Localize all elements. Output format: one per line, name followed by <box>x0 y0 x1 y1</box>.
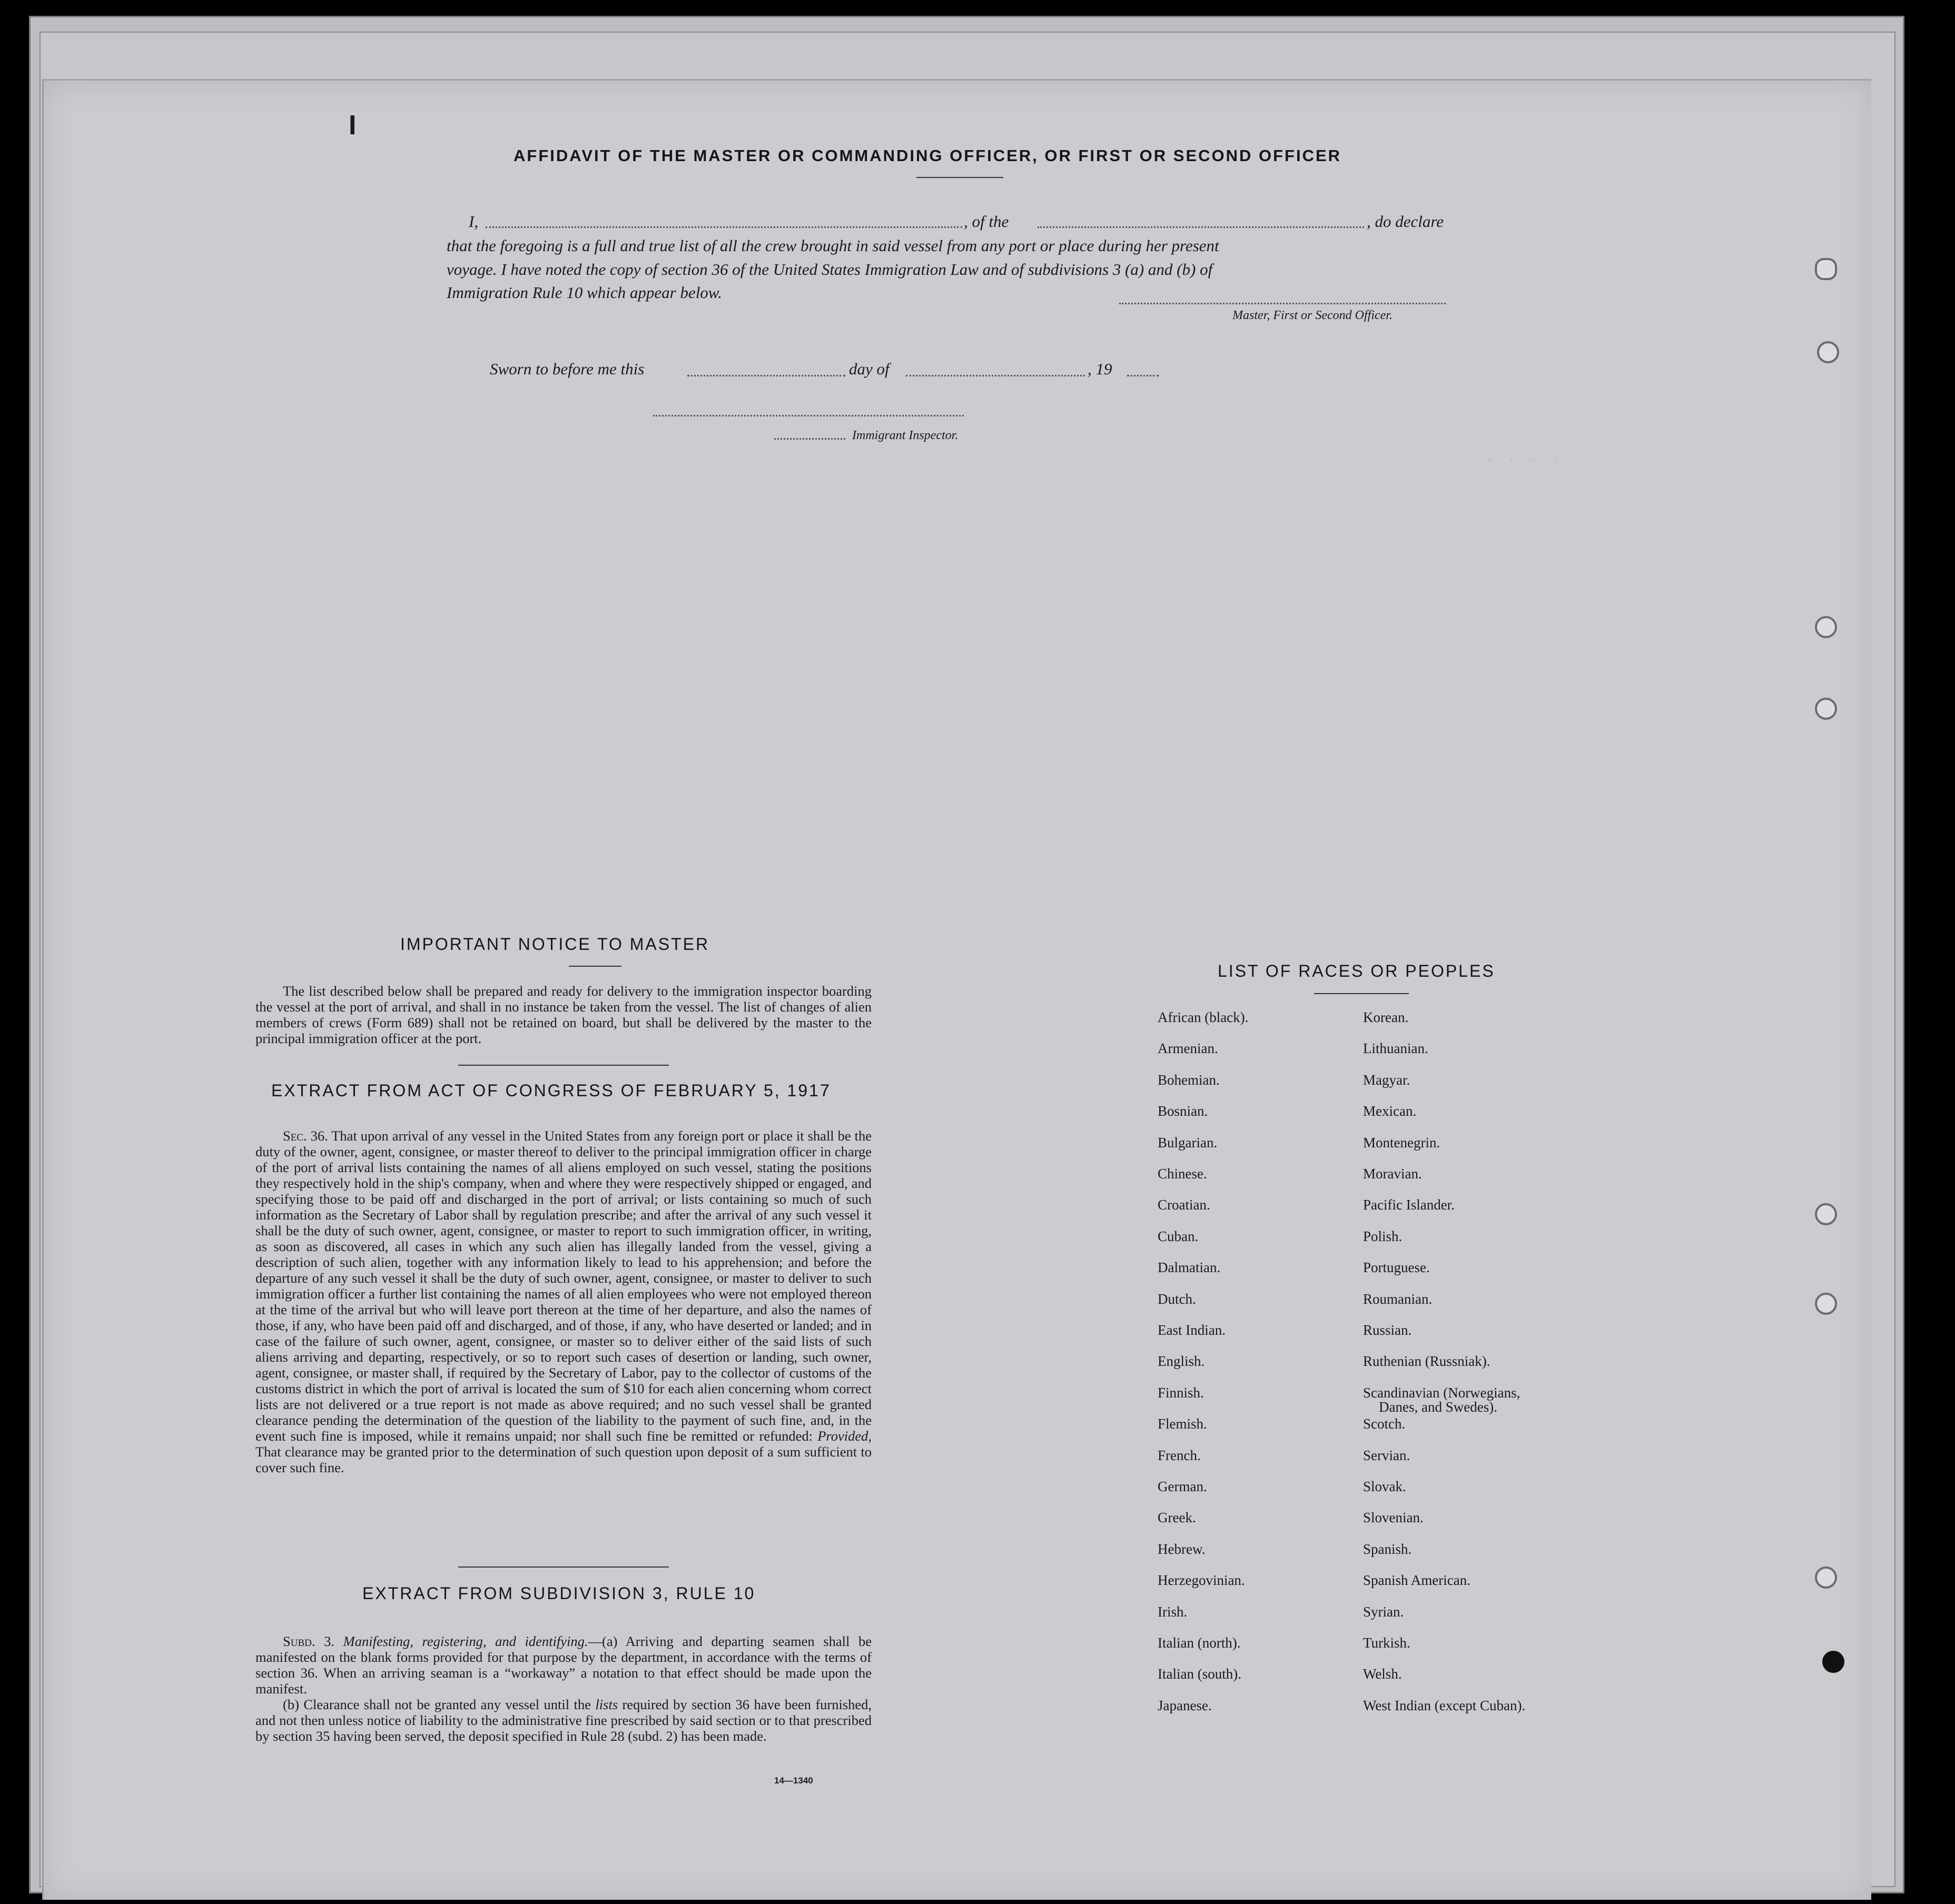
race-item: Turkish. <box>1363 1635 1410 1651</box>
inspector-caption: Immigrant Inspector. <box>852 429 959 442</box>
race-item: Mexican. <box>1363 1103 1417 1119</box>
signature-caption: Master, First or Second Officer. <box>1232 309 1393 322</box>
race-item: Italian (south). <box>1158 1666 1241 1682</box>
sworn-day-of: day of <box>849 360 890 378</box>
extract-rule-title: EXTRACT FROM SUBDIVISION 3, RULE 10 <box>362 1584 756 1603</box>
para-a-mark: —(a) <box>588 1633 618 1649</box>
title-rule <box>916 177 1003 178</box>
race-item: Russian. <box>1363 1322 1412 1338</box>
race-item: Bosnian. <box>1158 1103 1208 1119</box>
race-item: Slovenian. <box>1363 1510 1424 1526</box>
race-item: Lithuanian. <box>1363 1040 1428 1057</box>
race-item: Flemish. <box>1158 1416 1207 1432</box>
race-item: Slovak. <box>1363 1479 1406 1494</box>
race-item: Dutch. <box>1158 1291 1196 1307</box>
race-item: Spanish. <box>1363 1541 1412 1557</box>
race-item: Korean. <box>1363 1009 1409 1025</box>
para-b-text-1: Clearance shall not be granted any vessel until the <box>303 1697 591 1712</box>
section-text: That upon arrival of any vessel in the United States from any foreign port or place it shall be the duty of the owner, agent, consignee, or master thereof to deliver to the principal immigration officer in charge of the port of arrival lists containing the names of all aliens employed on such vessel, stating the positions they respectively hold in the ship's company, when and where they were respectively shipped or engaged, and specifying those to be paid off and discharged in the port of arrival; or lists containing so much of such information as the Secretary of Labor shall by regulation prescribe; and after the arrival of any such vessel it shall be the duty of such owner, agent, consignee, or master to report to such immigration officer, in writing, as soon as discovered, all cases in which any such alien has illegally landed from the vessel, giving a description of such alien, together with any information likely to lead to his apprehension; and before the departure of any such vessel it shall be the duty of such owner, agent, consignee, or master to deliver to such immigration officer a further list containing the names of all alien employees who were not employed thereon at the time of the arrival but who will leave port thereon at the time of her departure, and also the names of those, if any, who have been paid off and discharged, and of those, if any, who have deserted or landed; and in case of the failure of such owner, agent, consignee, or master so to deliver either of the said lists of such aliens arriving and departing, respectively, or so to report such cases of desertion or landing, such owner, agent, consignee, or master shall, if required by the Secretary of Labor, pay to the collector of customs of the customs district in which the port of arrival is located the sum of $10 for each alien concerning whom correct lists are not delivered or a true report is not made as above required; and no such vessel shall be granted clearance pending the determination of the question of the liability to the payment of such fine, and, in the event such fine is imposed, while it remains unpaid; nor shall such fine be remitted or refunded: <box>255 1128 872 1444</box>
notice-text: The list described below shall be prepared and ready for delivery to the immigration inspector boarding the vessel at the port of arrival, and shall in no instance be taken from the vessel. The list of changes of alien members of crews (Form 689) shall not be retained on board, but shall be delivered by the master to the principal immigration officer at the port. <box>255 983 872 1046</box>
race-item: Roumanian. <box>1363 1291 1433 1307</box>
punch-hole <box>1815 1203 1837 1225</box>
race-item: German. <box>1158 1479 1207 1494</box>
punch-hole <box>1817 341 1839 363</box>
race-item: Servian. <box>1363 1447 1410 1463</box>
race-item: Italian (north). <box>1158 1635 1241 1651</box>
rule-para-b <box>255 1697 872 1744</box>
race-item: Japanese. <box>1158 1697 1212 1713</box>
race-item: African (black). <box>1158 1009 1249 1025</box>
inspector-blank[interactable] <box>653 415 964 417</box>
name-blank[interactable] <box>486 226 962 228</box>
punch-hole <box>1815 1293 1837 1315</box>
race-item: Herzegovinian. <box>1158 1572 1245 1589</box>
race-item: Portuguese. <box>1363 1260 1430 1276</box>
race-item: Armenian. <box>1158 1040 1218 1057</box>
race-item: Cuban. <box>1158 1228 1199 1244</box>
extract-act-text <box>255 1128 872 1475</box>
race-item: Syrian. <box>1363 1603 1404 1620</box>
affidavit-line-2: that the foregoing is a full and true list of all the crew brought in said vessel from any port or place during her present <box>447 236 1219 255</box>
race-item: Bulgarian. <box>1158 1134 1218 1151</box>
punch-hole <box>1815 698 1837 720</box>
vessel-blank[interactable] <box>1038 226 1364 228</box>
para-b-lists: lists <box>595 1697 618 1712</box>
race-item: Hebrew. <box>1158 1541 1206 1557</box>
form-number: 14—1340 <box>774 1776 813 1786</box>
extract-act-title: EXTRACT FROM ACT OF CONGRESS OF FEBRUARY 5, 1917 <box>271 1081 831 1100</box>
signature-blank[interactable] <box>1119 303 1446 304</box>
race-item-continued: Danes, and Swedes). <box>1379 1399 1497 1415</box>
races-rule <box>1314 993 1409 994</box>
notice-title: IMPORTANT NOTICE TO MASTER <box>400 935 710 954</box>
race-item: Greek. <box>1158 1510 1196 1526</box>
race-item: Chinese. <box>1158 1166 1207 1182</box>
punch-hole <box>1815 258 1837 280</box>
subd-heading: Manifesting, registering, and identifying. <box>343 1633 588 1649</box>
race-item: Bohemian. <box>1158 1072 1220 1088</box>
race-item: East Indian. <box>1158 1322 1226 1338</box>
race-item: Irish. <box>1158 1603 1188 1620</box>
subd-label: Subd. 3. <box>283 1633 335 1649</box>
race-item: Scandinavian (Norwegians, <box>1363 1384 1520 1401</box>
race-item: Dalmatian. <box>1158 1260 1221 1276</box>
inspector-blank-2[interactable] <box>774 438 845 440</box>
punch-hole <box>1822 1651 1844 1673</box>
affidavit-line-3: voyage. I have noted the copy of section 36 of the United States Immigration Law and of subdivisions 3 (a) and (b) of <box>447 260 1213 279</box>
sworn-day-blank[interactable] <box>687 375 845 376</box>
sworn-month-blank[interactable] <box>906 375 1085 376</box>
affidavit-title: AFFIDAVIT OF THE MASTER OR COMMANDING OFFICER, OR FIRST OR SECOND OFFICER <box>514 146 1342 165</box>
race-item: Moravian. <box>1363 1166 1422 1182</box>
punch-hole <box>1815 1566 1837 1589</box>
races-left-column <box>1158 1009 1342 1720</box>
race-item: Welsh. <box>1363 1666 1402 1682</box>
para-b-mark: (b) <box>283 1697 299 1712</box>
race-item: Spanish American. <box>1363 1572 1470 1589</box>
race-item: Finnish. <box>1158 1384 1204 1401</box>
sworn-prefix: Sworn to before me this <box>490 360 645 378</box>
race-item: Polish. <box>1363 1228 1403 1244</box>
rule-para-a <box>255 1633 872 1697</box>
race-item: Scotch. <box>1363 1416 1406 1432</box>
affidavit-i: I, <box>469 212 479 231</box>
race-item: English. <box>1158 1353 1205 1370</box>
affidavit-line-4: Immigration Rule 10 which appear below. <box>447 283 722 302</box>
provided-label: Provided, <box>817 1428 872 1444</box>
races-title: LIST OF RACES OR PEOPLES <box>1218 961 1495 980</box>
bleed-through: · · · · <box>1485 453 1562 469</box>
race-item: Magyar. <box>1363 1072 1410 1088</box>
races-right-column <box>1363 1009 1616 1720</box>
para-a-text: Arriving and departing seamen shall be manifested on the blank forms provided for that purpose by the department, in accordance with the terms of section 36. When an arriving seaman is a “workaway” a notation to that effect should be made upon the manifest. <box>255 1633 872 1697</box>
sworn-year-blank[interactable] <box>1127 375 1159 376</box>
provided-text: That clearance may be granted prior to the determination of such question upon deposit of a sum sufficient to cover such fine. <box>255 1444 872 1475</box>
race-item: Ruthenian (Russniak). <box>1363 1353 1490 1370</box>
race-item: Croatian. <box>1158 1197 1210 1213</box>
race-item: Pacific Islander. <box>1363 1197 1455 1213</box>
para-b-text-2: required by section 36 have been furnished, and not then unless notice of liability to the administrative fine prescribed by said section or to that prescribed by section 35 having been served, the deposit specified in Rule 28 (subd. 2) has been made. <box>255 1697 872 1744</box>
section-label: Sec. 36. <box>283 1128 328 1144</box>
affidavit-of-the: , of the <box>964 212 1009 231</box>
section-divider <box>458 1065 669 1066</box>
affidavit-declare: , do declare <box>1367 212 1444 231</box>
section-divider-2 <box>458 1566 669 1568</box>
race-item: French. <box>1158 1447 1201 1463</box>
notice-rule <box>569 966 621 967</box>
sworn-year: , 19 <box>1088 360 1112 378</box>
race-item: Montenegrin. <box>1363 1134 1440 1151</box>
form-mark: I <box>349 110 357 141</box>
race-item: West Indian (except Cuban). <box>1363 1697 1526 1713</box>
punch-hole <box>1815 616 1837 638</box>
